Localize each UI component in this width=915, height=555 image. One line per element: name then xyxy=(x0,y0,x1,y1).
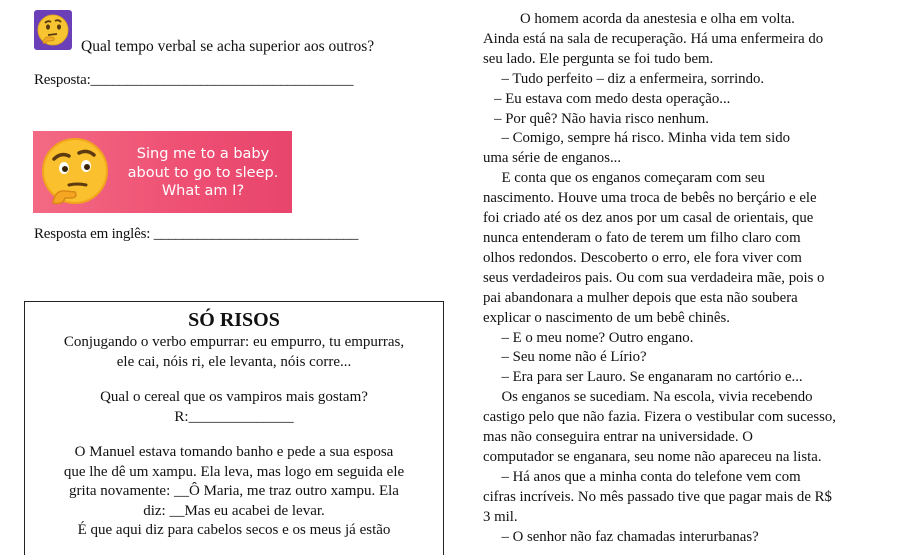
story-line: nunca entenderam o fato de terem um filho claro com xyxy=(483,229,801,246)
question-verb-tense: Qual tempo verbal se acha superior aos outros? xyxy=(81,38,375,55)
story-line: – E o meu nome? Outro engano. xyxy=(483,329,694,346)
thinking-emoji-icon xyxy=(34,10,72,50)
story-line: – Por quê? Não havia risco nenhum. xyxy=(483,110,710,127)
story-line: explicar o nascimento de um bebê chinês. xyxy=(483,309,730,326)
story-line: – Comigo, sempre há risco. Minha vida tem sido xyxy=(483,130,790,147)
joke3-line5: É que aqui diz para cabelos secos e os meus já estão xyxy=(77,522,391,538)
story-line: pai abandonara a mulher depois que esta não soubera xyxy=(483,289,798,306)
riddle-banner xyxy=(33,131,292,213)
story-line: uma série de enganos... xyxy=(483,150,622,167)
story-line: 3 mil. xyxy=(483,508,518,525)
jokes-title: SÓ RISOS xyxy=(188,309,280,331)
story-line: castigo pelo que não fazia. Fizera o vestibular com sucesso, xyxy=(483,409,836,426)
story-line: seus verdadeiros pais. Ou com sua verdadeira mãe, pois o xyxy=(483,269,825,286)
story-line: O homem acorda da anestesia e olha em volta. xyxy=(483,11,795,27)
story-line: – O senhor não faz chamadas interurbanas? xyxy=(483,528,759,545)
joke3-line2: que lhe dê um xampu. Ela leva, mas logo em seguida ele xyxy=(63,463,405,480)
thinking-face-icon xyxy=(39,135,115,209)
joke1-line2: ele cai, nóis ri, ele levanta, nóis corre... xyxy=(116,353,352,370)
story-line: olhos redondos. Descoberto o erro, ele fora viver com xyxy=(483,249,802,266)
story-line: computador se enganara, seu nome não apareceu na lista. xyxy=(483,448,822,465)
story-line: mas não conseguira entrar na universidade. O xyxy=(483,429,753,446)
story-line: Os enganos se sucediam. Na escola, vivia recebendo xyxy=(483,389,813,406)
joke3-line4: diz: __Mas eu acabei de levar. xyxy=(143,502,325,519)
joke3-line1: O Manuel estava tomando banho e pede a sua esposa xyxy=(74,444,394,460)
story-line: – Eu estava com medo desta operação... xyxy=(483,90,731,107)
story-line: cifras incríveis. No mês passado tive que pagar mais de R$ xyxy=(483,488,832,505)
answer-line-english: Resposta em inglês: ____________________________ xyxy=(34,226,359,242)
story-line: Ainda está na sala de recuperação. Há uma enfermeira do xyxy=(483,30,824,47)
story-line: – Era para ser Lauro. Se enganaram no cartório e... xyxy=(483,369,803,386)
joke1-line1: Conjugando o verbo empurrar: eu empurro, tu empurras, xyxy=(63,334,405,350)
joke2-answer: R:______________ xyxy=(174,408,294,425)
story-line: – Seu nome não é Lírio? xyxy=(483,349,647,366)
riddle-text xyxy=(121,145,285,201)
answer-line-1: Resposta:____________________________________ xyxy=(34,72,354,88)
riddle-line-3: What am I? xyxy=(161,183,245,199)
jokes-box xyxy=(24,301,444,555)
story-line: nascimento. Houve uma troca de bebês no berçário e ele xyxy=(483,190,817,207)
story-column xyxy=(483,10,891,547)
joke3-line3: grita novamente: __Ô Maria, me traz outro xampu. Ela xyxy=(69,483,399,499)
story-line: – Tudo perfeito – diz a enfermeira, sorrindo. xyxy=(483,70,765,87)
riddle-line-1: Sing me to a baby xyxy=(136,146,270,162)
story-line: seu lado. Ele pergunta se foi tudo bem. xyxy=(483,50,714,67)
story-line: foi criado até os dez anos por um casal de orientais, que xyxy=(483,210,814,227)
riddle-line-2: about to go to sleep. xyxy=(127,164,279,181)
joke2-question: Qual o cereal que os vampiros mais gostam? xyxy=(100,389,368,405)
story-line: E conta que os enganos começaram com seu xyxy=(483,170,765,187)
story-line: – Há anos que a minha conta do telefone vem com xyxy=(483,468,801,485)
